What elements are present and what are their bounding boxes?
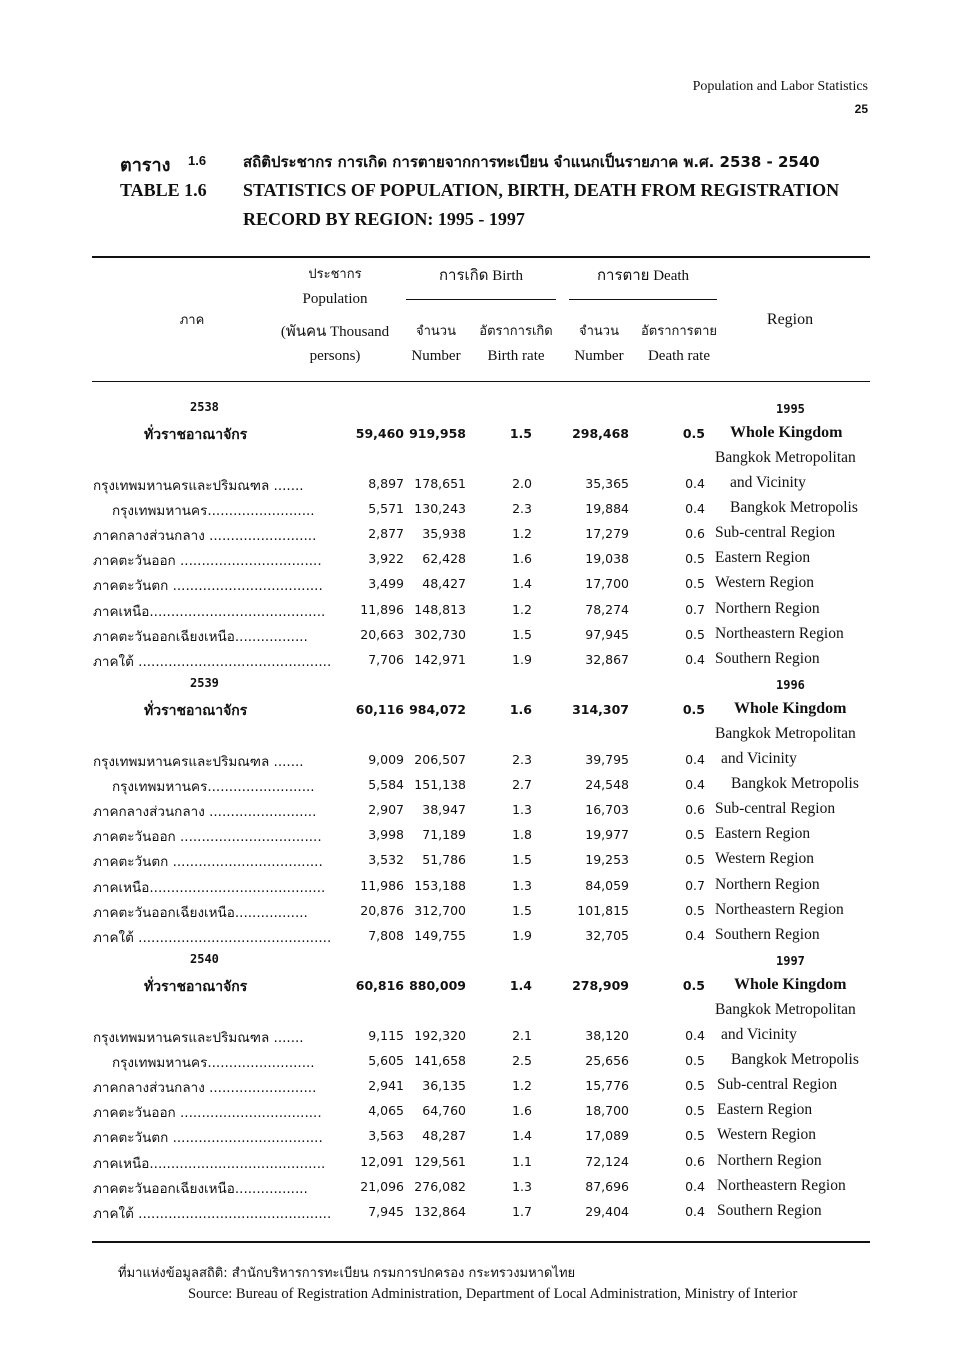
bangkok-metropolitan-label: Bangkok Metropolitan [715,449,856,466]
cell-births: 142,971 [414,652,466,667]
cell-birth-rate: 1.9 [512,652,532,667]
cell-births: 130,243 [414,501,466,516]
cell-population: 2,907 [368,802,404,817]
cell-birth-rate: 1.6 [512,551,532,566]
cell-population: 20,876 [360,903,404,918]
cell-death-rate: 0.6 [685,1154,705,1169]
cell-population: 2,941 [368,1078,404,1093]
cell-deaths: 29,404 [585,1204,629,1219]
row-label-en: Eastern Region [715,549,811,566]
row-label-en: Southern Region [715,650,820,667]
row-label-en: Northern Region [715,600,820,617]
row-label-thai: ภาคตะวันตก ................................... [93,854,323,870]
cell-births: 276,082 [414,1179,466,1194]
total-cell-death-rate: 0.5 [682,978,705,993]
total-cell-births: 984,072 [409,702,466,717]
cell-births: 151,138 [414,777,466,792]
cell-birth-rate: 1.1 [512,1154,532,1169]
source-thai: ที่มาแห่งข้อมูลสถิติ: สำนักบริหารการทะเบียน กรมการปกครอง กระทรวงมหาดไทย [118,1266,576,1281]
table-bottom-rule [92,1241,870,1243]
total-cell-population: 59,460 [355,426,404,441]
cell-death-rate: 0.4 [685,752,705,767]
row-label-en: Western Region [717,1126,817,1143]
cell-deaths: 15,776 [585,1078,629,1093]
cell-death-rate: 0.4 [685,928,705,943]
cell-deaths: 97,945 [585,627,629,642]
row-label-thai: ภาคเหนือ......................................... [93,880,326,896]
total-label-en: Whole Kingdom [734,976,847,993]
row-label-en: Northern Region [717,1152,822,1169]
cell-birth-rate: 1.5 [512,852,532,867]
total-label-thai: ทั่วราชอาณาจักร [144,703,248,719]
cell-population: 3,563 [368,1128,404,1143]
cell-births: 312,700 [414,903,466,918]
col-birth-number-th: จำนวน [416,324,456,339]
col-death-group: การตาย Death [596,268,690,284]
total-label-en: Whole Kingdom [730,424,843,441]
cell-births: 51,786 [422,852,466,867]
header-bottom-rule [92,381,870,382]
total-cell-death-rate: 0.5 [682,702,705,717]
cell-population: 12,091 [360,1154,404,1169]
col-birth-group: การเกิด Birth [438,268,524,284]
row-label-en: Western Region [715,574,815,591]
total-label-en: Whole Kingdom [734,700,847,717]
col-region-th: ภาค [179,313,205,328]
row-label-en: Bangkok Metropolis [731,1051,859,1068]
cell-birth-rate: 1.8 [512,827,532,842]
cell-birth-rate: 1.3 [512,1179,532,1194]
cell-birth-rate: 1.5 [512,903,532,918]
cell-population: 9,009 [368,752,404,767]
cell-birth-rate: 2.0 [512,476,532,491]
cell-birth-rate: 2.3 [512,752,532,767]
cell-birth-rate: 1.9 [512,928,532,943]
col-population-unit: (พันคน Thousand [280,324,390,340]
col-birth-rate-en: Birth rate [487,348,545,364]
row-label-thai: กรุงเทพมหานครและปริมณฑล ....... [93,478,304,494]
cell-deaths: 25,656 [585,1053,629,1068]
cell-births: 35,938 [422,526,466,541]
total-cell-births: 880,009 [409,978,466,993]
cell-births: 71,189 [422,827,466,842]
cell-population: 11,896 [360,602,404,617]
cell-births: 302,730 [414,627,466,642]
cell-deaths: 35,365 [585,476,629,491]
cell-birth-rate: 1.3 [512,802,532,817]
cell-population: 5,605 [368,1053,404,1068]
row-label-en: and Vicinity [721,1026,797,1043]
row-label-thai: ภาคตะวันออก ................................. [93,1105,322,1121]
cell-deaths: 32,705 [585,928,629,943]
cell-death-rate: 0.5 [685,1103,705,1118]
row-label-thai: ภาคตะวันตก ................................... [93,578,323,594]
title-en-line2: RECORD BY REGION: 1995 - 1997 [243,209,525,229]
cell-births: 178,651 [414,476,466,491]
cell-population: 5,571 [368,501,404,516]
cell-births: 153,188 [414,878,466,893]
cell-death-rate: 0.5 [685,1078,705,1093]
row-label-en: Northeastern Region [717,1177,846,1194]
cell-birth-rate: 1.3 [512,878,532,893]
bangkok-metropolitan-label: Bangkok Metropolitan [715,725,856,742]
cell-deaths: 87,696 [585,1179,629,1194]
cell-deaths: 38,120 [585,1028,629,1043]
cell-births: 62,428 [422,551,466,566]
row-label-thai: กรุงเทพมหานคร......................... [112,779,315,795]
row-label-thai: ภาคตะวันออกเฉียงเหนือ................. [93,905,308,921]
cell-population: 20,663 [360,627,404,642]
birth-group-rule [406,299,556,300]
cell-death-rate: 0.7 [685,602,705,617]
total-cell-deaths: 278,909 [572,978,629,993]
cell-deaths: 17,700 [585,576,629,591]
cell-population: 4,065 [368,1103,404,1118]
title-thai-label: ตาราง [120,155,171,175]
cell-death-rate: 0.5 [685,1053,705,1068]
title-en-line1: STATISTICS OF POPULATION, BIRTH, DEATH FROM REGISTRATION [243,180,840,200]
cell-death-rate: 0.4 [685,652,705,667]
row-label-thai: ภาคกลางส่วนกลาง ......................... [93,528,317,544]
cell-death-rate: 0.4 [685,501,705,516]
cell-births: 206,507 [414,752,466,767]
cell-birth-rate: 1.2 [512,1078,532,1093]
cell-death-rate: 0.5 [685,1128,705,1143]
cell-death-rate: 0.4 [685,1179,705,1194]
col-death-rate-en: Death rate [647,348,711,364]
cell-deaths: 17,089 [585,1128,629,1143]
total-cell-deaths: 298,468 [572,426,629,441]
cell-birth-rate: 2.5 [512,1053,532,1068]
col-region-en: Region [766,311,814,328]
total-cell-deaths: 314,307 [572,702,629,717]
row-label-en: Eastern Region [717,1101,813,1118]
row-label-en: and Vicinity [721,750,797,767]
row-label-en: Sub-central Region [717,1076,838,1093]
cell-population: 9,115 [368,1028,404,1043]
cell-deaths: 84,059 [585,878,629,893]
cell-population: 3,922 [368,551,404,566]
cell-births: 192,320 [414,1028,466,1043]
cell-births: 64,760 [422,1103,466,1118]
cell-population: 3,532 [368,852,404,867]
row-label-en: and Vicinity [730,474,806,491]
cell-deaths: 39,795 [585,752,629,767]
row-label-en: Bangkok Metropolis [731,775,859,792]
row-label-thai: กรุงเทพมหานคร......................... [112,503,315,519]
col-population-en: Population [302,291,368,307]
cell-death-rate: 0.5 [685,827,705,842]
col-death-number-en: Number [574,348,624,364]
cell-population: 7,945 [368,1204,404,1219]
row-label-thai: กรุงเทพมหานครและปริมณฑล ....... [93,754,304,770]
cell-deaths: 78,274 [585,602,629,617]
col-population-th: ประชากร [308,267,362,282]
total-cell-population: 60,116 [355,702,404,717]
row-label-thai: กรุงเทพมหานครและปริมณฑล ....... [93,1030,304,1046]
total-label-thai: ทั่วราชอาณาจักร [144,979,248,995]
cell-death-rate: 0.7 [685,878,705,893]
row-label-thai: ภาคตะวันตก ................................... [93,1130,323,1146]
cell-population: 8,897 [368,476,404,491]
cell-birth-rate: 1.2 [512,602,532,617]
row-label-en: Sub-central Region [715,800,836,817]
row-label-thai: ภาคตะวันออก ................................. [93,829,322,845]
cell-death-rate: 0.5 [685,852,705,867]
row-label-en: Bangkok Metropolis [730,499,858,516]
col-death-rate-th: อัตราการตาย [640,324,718,339]
cell-population: 2,877 [368,526,404,541]
cell-birth-rate: 1.2 [512,526,532,541]
cell-population: 7,706 [368,652,404,667]
col-birth-rate-th: อัตราการเกิด [479,324,553,339]
row-label-en: Western Region [715,850,815,867]
cell-births: 149,755 [414,928,466,943]
cell-deaths: 19,253 [585,852,629,867]
row-label-thai: ภาคใต้ ............................................. [93,1206,332,1222]
cell-birth-rate: 1.6 [512,1103,532,1118]
col-birth-number-en: Number [411,348,461,364]
total-cell-death-rate: 0.5 [682,426,705,441]
row-label-thai: ภาคตะวันออก ................................. [93,553,322,569]
cell-birth-rate: 2.7 [512,777,532,792]
total-cell-birth-rate: 1.4 [509,978,532,993]
cell-births: 48,427 [422,576,466,591]
total-cell-population: 60,816 [355,978,404,993]
row-label-thai: ภาคเหนือ......................................... [93,1156,326,1172]
cell-death-rate: 0.4 [685,1028,705,1043]
cell-death-rate: 0.5 [685,627,705,642]
cell-birth-rate: 1.5 [512,627,532,642]
cell-births: 148,813 [414,602,466,617]
col-population-unit2: persons) [309,348,361,364]
cell-death-rate: 0.5 [685,903,705,918]
row-label-en: Sub-central Region [715,524,836,541]
cell-death-rate: 0.5 [685,576,705,591]
total-label-thai: ทั่วราชอาณาจักร [144,427,248,443]
cell-birth-rate: 1.7 [512,1204,532,1219]
table-top-rule [92,256,870,258]
year-en: 1997 [776,954,805,968]
cell-population: 3,499 [368,576,404,591]
cell-births: 132,864 [414,1204,466,1219]
row-label-en: Southern Region [715,926,820,943]
row-label-en: Northeastern Region [715,901,844,918]
cell-death-rate: 0.4 [685,777,705,792]
cell-death-rate: 0.5 [685,551,705,566]
title-thai-text: สถิติประชากร การเกิด การตายจากการทะเบียน จำแนกเป็นรายภาค พ.ศ. 2538 - 2540 [243,153,820,171]
death-group-rule [569,299,717,300]
row-label-thai: กรุงเทพมหานคร......................... [112,1055,315,1071]
cell-death-rate: 0.4 [685,476,705,491]
cell-deaths: 101,815 [577,903,629,918]
page-number: 25 [854,102,868,116]
cell-deaths: 19,977 [585,827,629,842]
cell-deaths: 19,038 [585,551,629,566]
cell-population: 5,584 [368,777,404,792]
row-label-en: Southern Region [717,1202,822,1219]
total-cell-birth-rate: 1.6 [509,702,532,717]
cell-births: 141,658 [414,1053,466,1068]
col-death-number-th: จำนวน [579,324,619,339]
cell-population: 7,808 [368,928,404,943]
cell-deaths: 17,279 [585,526,629,541]
row-label-thai: ภาคกลางส่วนกลาง ......................... [93,1080,317,1096]
year-thai: 2538 [190,400,219,414]
row-label-en: Northeastern Region [715,625,844,642]
total-cell-birth-rate: 1.5 [509,426,532,441]
title-en-label: TABLE 1.6 [120,180,207,200]
cell-births: 48,287 [422,1128,466,1143]
bangkok-metropolitan-label: Bangkok Metropolitan [715,1001,856,1018]
page-header [693,76,868,120]
cell-deaths: 32,867 [585,652,629,667]
row-label-thai: ภาคเหนือ......................................... [93,604,326,620]
cell-death-rate: 0.6 [685,802,705,817]
cell-birth-rate: 1.4 [512,576,532,591]
year-en: 1996 [776,678,805,692]
row-label-thai: ภาคกลางส่วนกลาง ......................... [93,804,317,820]
cell-population: 21,096 [360,1179,404,1194]
year-en: 1995 [776,402,805,416]
total-cell-births: 919,958 [409,426,466,441]
cell-death-rate: 0.6 [685,526,705,541]
cell-deaths: 24,548 [585,777,629,792]
cell-deaths: 16,703 [585,802,629,817]
cell-deaths: 18,700 [585,1103,629,1118]
cell-population: 3,998 [368,827,404,842]
row-label-en: Eastern Region [715,825,811,842]
year-thai: 2539 [190,676,219,690]
cell-deaths: 19,884 [585,501,629,516]
cell-births: 36,135 [422,1078,466,1093]
row-label-thai: ภาคใต้ ............................................. [93,930,332,946]
row-label-thai: ภาคใต้ ............................................. [93,654,332,670]
cell-death-rate: 0.4 [685,1204,705,1219]
cell-population: 11,986 [360,878,404,893]
title-thai-number: 1.6 [188,153,207,168]
row-label-thai: ภาคตะวันออกเฉียงเหนือ................. [93,1181,308,1197]
cell-birth-rate: 2.3 [512,501,532,516]
year-thai: 2540 [190,952,219,966]
cell-deaths: 72,124 [585,1154,629,1169]
cell-births: 129,561 [414,1154,466,1169]
cell-birth-rate: 2.1 [512,1028,532,1043]
row-label-thai: ภาคตะวันออกเฉียงเหนือ................. [93,629,308,645]
cell-births: 38,947 [422,802,466,817]
section-title: Population and Labor Statistics [692,79,868,94]
source-english: Source: Bureau of Registration Administration, Department of Local Administration, Ministry of Interior [188,1286,798,1302]
row-label-en: Northern Region [715,876,820,893]
cell-birth-rate: 1.4 [512,1128,532,1143]
